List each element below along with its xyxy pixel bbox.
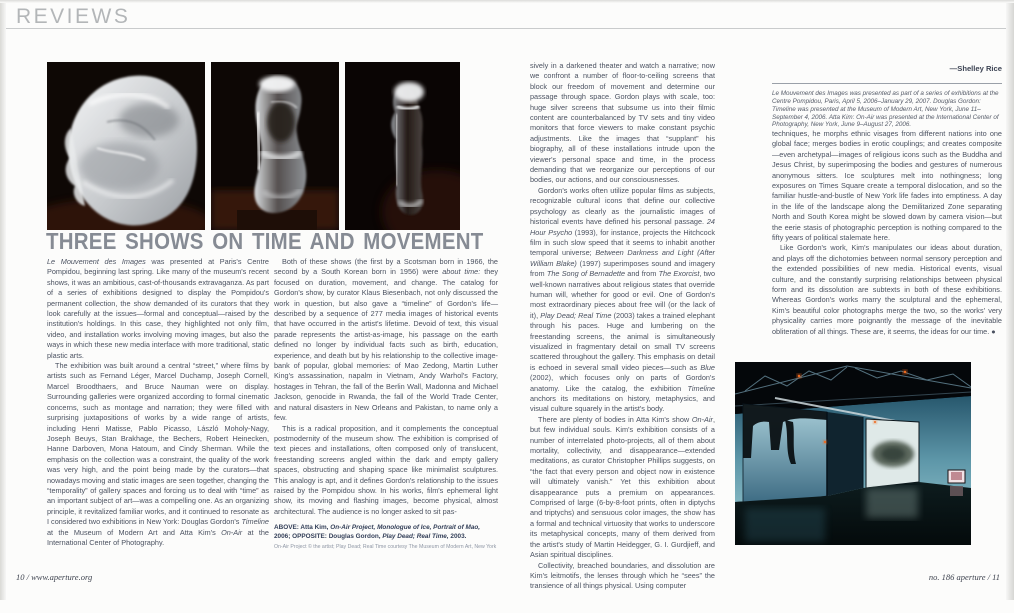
ice-head-photo-1 bbox=[47, 62, 205, 230]
image-credit-line: On-Air Project © the artist; Play Dead; Real Time courtesy The Museum of Modern Art, New York bbox=[274, 544, 497, 550]
text-run: Blue bbox=[700, 362, 715, 372]
text-run: (2002), which focuses only on parts of Gordon's anatomy. Like the catalog, the exhibition bbox=[530, 373, 715, 393]
text-run: Between Darkness and Light (After William Blake) bbox=[530, 248, 715, 268]
paragraph bbox=[772, 243, 1002, 337]
paragraph bbox=[274, 524, 498, 542]
text-run: The exhibition was built around a central “street,” where films by artists such as Fernand Léger, Marcel Duchamp, Joseph Cornell, Marcel Broodthaers, and Bruce Nauman were on display. Surrounding galleries were organized according to formal cinematic concerns, such as montage and narration; they were filled with surprising juxtapositions of works by a wide range of artists, including Henri Matisse, Pablo Picasso, László Moholy-Nagy, Joseph Beuys, Stan Brakhage, the Bechers, Robert Heinecken, Hanne Darboven, Mona Hatoum, and Cindy Sherman. While the emphasis on the collection was a constraint, the quality of the work was very high, and the point being made by the curators—that nowadays moving and static images are seen together, changing the “temporality” of gallery spaces and forcing us to deal with “time” as an important subject of art—was a compelling one. As an organizing principle, it revitalized familiar works, and it continued to resonate as I considered two exhibitions in New York: Douglas Gordon's bbox=[47, 361, 269, 527]
paragraph bbox=[47, 257, 269, 361]
article-headline: THREE SHOWS ON TIME AND MOVEMENT bbox=[46, 228, 484, 254]
text-run: Gordon's works often utilize popular films as subjects, recognizable cultural icons that define our collective psychology as clearly as the journalistic images of historical events have defined his personal passage. bbox=[530, 185, 715, 227]
text-run: On-Air Project, Monologue of Ice, Portrait of Mao, bbox=[330, 524, 481, 531]
text-run: they focused on duration, movement, and change. The catalog for Gordon's show, by curator Klaus Biesenbach, not only discussed the work in question, but also gave a “timeline” of Gordon's life—described by a sequence of 277 media images of historical events that have occurred in the artist's lifetime. Devoid of text, this visual parade represents the artist-as-image, his passage on the earth defined no longer by individual facts such as birth, education, experience, and death but by his relationship to the collective image-bank of popular, global memories: of Mao Zedong, Martin Luther King's assassination, napalm in Vietnam, Andy Warhol's Factory, hostages in Tehran, the fall of the Berlin Wall, Madonna and Michael Jackson, genocide in Rwanda, the fall of the World Trade Center, and natural disasters in New Orleans and Pakistan, to name only a few. bbox=[274, 267, 498, 423]
paragraph bbox=[530, 61, 751, 186]
text-column-4 bbox=[772, 61, 1002, 337]
text-run: ABOVE: Atta Kim, bbox=[274, 524, 331, 531]
text-run: was presented at Paris's Centre Pompidou, beginning last spring. Like many of the museum's recent shows, it was an ambitious, cast-of-thousands extravaganza. As part of a series of exhibitions designed to display the Pompidou's permanent collection, the show demanded of its curators that they look carefully at the issues—formal and conceptual—raised by the institution's holdings. In this case, they highlighted not only film, video, and installation works involving moving images, but also the ways in which these new media interface with more traditional, static plastic arts. bbox=[47, 257, 269, 360]
ice-head-image-2 bbox=[211, 62, 339, 230]
text-run: There are plenty of bodies in Atta Kim's show bbox=[538, 414, 692, 424]
gallery-opening bbox=[827, 412, 863, 496]
text-run: and from bbox=[625, 269, 659, 279]
gallery-installation-image bbox=[735, 362, 971, 545]
ice-head-image-3 bbox=[345, 62, 460, 230]
text-run: On-Air bbox=[691, 414, 713, 424]
paragraph bbox=[274, 424, 498, 518]
text-run: 2006; OPPOSITE: Douglas Gordon, bbox=[274, 532, 383, 540]
text-run: Timeline bbox=[241, 517, 269, 527]
text-run: (2003) takes a trained elephant through his paces. Huge and lumbering on the freestanding screens, the animal is simultaneously visualized in fragmentary detail on small TV screens scattered throughout the gallery. This emphasis on detail is echoed in several small video pieces—such as bbox=[530, 310, 715, 372]
page-edge-left bbox=[0, 0, 6, 600]
section-label: REVIEWS bbox=[16, 5, 131, 28]
header-rule bbox=[0, 28, 1006, 29]
text-run: Play Dead; Real Time bbox=[540, 310, 612, 320]
footer-page-url: 10 / www.aperture.org bbox=[16, 572, 93, 582]
text-run: Both of these shows (the first by a Scotsman born in 1966, the second by a South Korean born in 1956) were bbox=[274, 257, 498, 277]
text-run: Like Gordon's work, Kim's manipulates our ideas about duration, and plays off the dichotomies between normal sensory perception and the extended possibilities of new media. Historical events, visual culture, and the constantly surprising relationships between physical form and its dissolution are subtexts in both of these exhibitions. Whereas Gordon's works marry the sculptural and the ephemeral, Kim's beautiful color photographs merge the two, so the works' very physicality carries more poignantly the message of the inevitable obliteration of all things. These are, it seems, the ideas for our time. ● bbox=[772, 243, 1002, 336]
text-run: Timeline bbox=[687, 383, 715, 393]
exhibition-details: Le Mouvement des Images was presented as part of a series of exhibitions at the Centre Pompidou, Paris, April 5, 2006–January 29, 2007. Douglas Gordon: Timeline was presented at the Museum of Modern Art, New York, June 11–September 4, 2006. Atta Kim: On-Air was presented at the International Center of Photography, New York, June 9–August 27, 2006. bbox=[772, 90, 999, 129]
text-run: , two well-known narratives about religious states that override human will, whether for good or evil. One of Gordon's most extraordinary pieces about free will (or the lack of it), bbox=[530, 269, 715, 320]
text-run: anchors its meditations on history, metaphysics, and visual culture squarely in the artist's body. bbox=[530, 394, 715, 414]
text-run: 2003. bbox=[448, 532, 467, 540]
byline: —Shelley Rice bbox=[949, 64, 1002, 73]
details-rule bbox=[772, 83, 1002, 84]
text-run: at the Museum of Modern Art and Atta Kim's bbox=[47, 527, 222, 537]
page-edge-right bbox=[1006, 0, 1014, 600]
text-run: at the International Center of Photography. bbox=[47, 527, 269, 547]
text-run: Play Dead; Real Time, bbox=[382, 532, 449, 540]
ice-photo-strip bbox=[47, 62, 460, 230]
floor-reflection-right bbox=[866, 488, 918, 518]
ice-head-image-1 bbox=[47, 62, 205, 230]
text-column-3 bbox=[530, 61, 751, 613]
text-column-2 bbox=[274, 257, 498, 517]
text-run: On-Air bbox=[221, 527, 243, 537]
text-column-1 bbox=[47, 257, 269, 548]
ice-head-photo-2 bbox=[211, 62, 339, 230]
paragraph bbox=[47, 361, 269, 548]
text-run: (1997) superimposes sound and imagery from bbox=[530, 258, 715, 279]
text-run: The Song of Bernadette bbox=[546, 269, 626, 279]
text-run: (1993), for instance, projects the Hitchcock film in such slow speed that it seems to inhabit another temporal universe; bbox=[530, 227, 715, 258]
footer-issue-page: no. 186 aperture / 11 bbox=[928, 572, 1000, 582]
ice-head-photo-3 bbox=[345, 62, 460, 230]
floor-reflection-left bbox=[745, 508, 825, 542]
paragraph bbox=[772, 129, 1002, 243]
text-run: sively in a darkened theater and watch a narrative; now we confront a number of floor-to-ceiling screens that block our freedom of movement and determine our passage through space. Gordon plays with scale, too: huge silver screens that subsume us into their filmic content are counterbalanced by TV sets and tiny video monitors that force viewers to make constant psychic adjustments. Like the images that “supplant” his biography, all of these installations intrude upon the viewer's personal space and time, in the process demanding that we reorganize our perceptions of our bodies, our actions, and our consciousnesses. bbox=[530, 61, 715, 185]
text-run: , but few individual souls. Kim's exhibition consists of a number of interrelated photo-projects, all of them about mortality, collectivity, and disappearance—extended meditations, as curator Christopher Phillips suggests, on “the fact that every person and object now in existence will ultimately vanish.” Yet this exhibition about disappearance puts a premium on appearances. Comprised of large (6-by-8-foot prints, often in diptychs and triptychs) and sensuous color images, the show has a formal and technical virtuosity that works to underscore its metaphysical concepts, many of them derived from the artist's study of Martin Heidegger, G. I. Gurdjieff, and Asian spiritual disciplines. bbox=[530, 414, 715, 560]
image-caption bbox=[274, 524, 498, 542]
text-run: Collectivity, breached boundaries, and dissolution are Kim's leitmotifs, the lenses through which he “sees” the transience of all things physical. Using computer bbox=[530, 560, 715, 591]
small-tv-reflection bbox=[950, 486, 963, 496]
text-run: techniques, he morphs ethnic visages from different nations into one global face; merges bodies in erotic couplings; and creates composite—even archetypal—images of religious icons such as the Buddha and Jesus Christ, by superimposing the bodies and gestures of numerous anonymous sitters. Ice sculptures melt into nothingness; long exposures on Times Square create a temporal dislocation, and so the familiar hustle-and-bustle of New York life fades into emptiness. A day in the life of the landscape along the Demilitarized Zone separating North and South Korea might be slowed down by camera vision—but the eerie stasis of photographic perception is nothing compared to the fifty years of political stalemate here. bbox=[772, 128, 1002, 242]
text-run: about time: bbox=[442, 267, 481, 277]
installation-photo bbox=[735, 362, 971, 545]
text-run: This is a radical proposition, and it complements the conceptual postmodernity of the museum show. The exhibition is comprised of text pieces and installations, often composed only of translucent, freestanding screens angled within the dark and empty gallery spaces, obstructing and shaping space like minimalist sculptures. This analogy is apt, and it defines Gordon's relationship to the issues raised by the Pompidou show. In his works, film's ephemeral light show, its moving and flashing images, become physical, almost architectural. The audience is no longer asked to sit pas- bbox=[274, 423, 498, 516]
text-run: 24 Hour Psycho bbox=[530, 217, 715, 237]
text-run: Le Mouvement des Images bbox=[47, 257, 146, 266]
text-run: The Exorcist bbox=[658, 269, 700, 279]
page-edge-top bbox=[0, 0, 1014, 3]
paragraph bbox=[274, 257, 498, 424]
